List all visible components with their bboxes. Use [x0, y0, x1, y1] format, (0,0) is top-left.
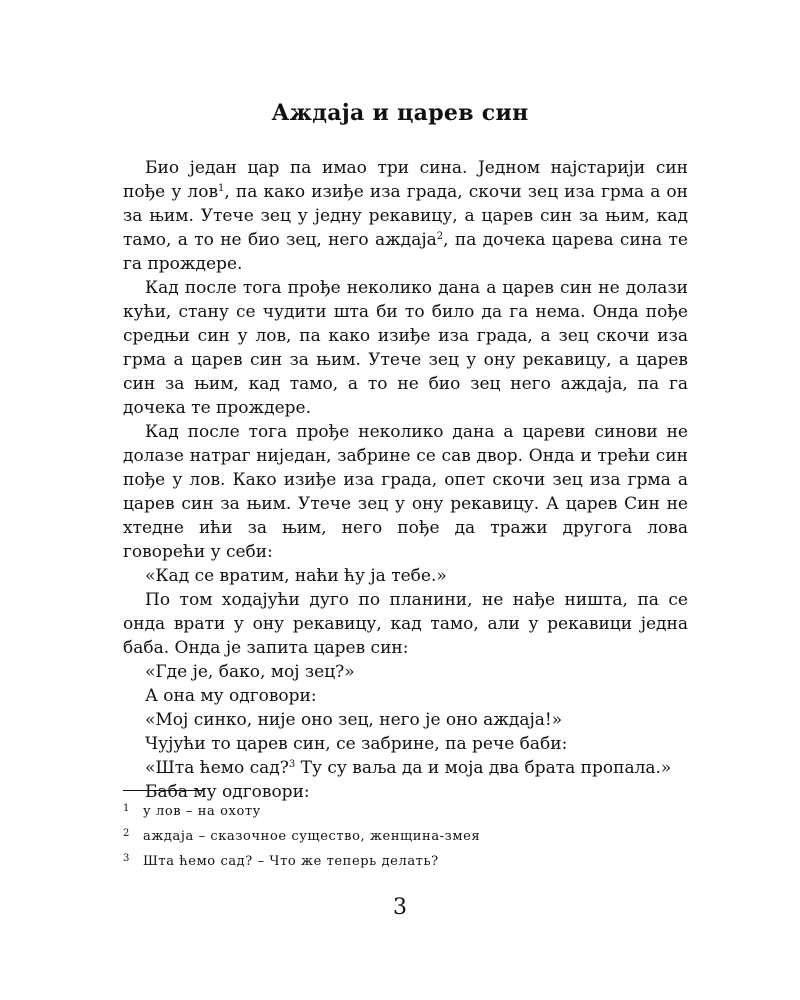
- footnote-divider: [123, 790, 203, 791]
- text-segment: Био један цар па имао три сина. Једном најстарији син пође у лов: [123, 158, 688, 202]
- text-segment: «Мој синко, није оно зец, него је оно аждаја!»: [145, 710, 563, 730]
- paragraph: [123, 420, 688, 564]
- text-segment: А она му одговори:: [145, 686, 317, 706]
- paragraph: [123, 156, 688, 276]
- paragraph: [123, 564, 688, 588]
- page-number: 3: [393, 895, 407, 920]
- page-title: Аждаја и царев син: [271, 100, 529, 126]
- footnote: [123, 848, 683, 873]
- text-segment: Кад после тога прође неколико дана а цареви синови не долазе натраг ниједан, забрине се сав двор. Онда и трећи син пође у лов. Како изиђе иза града, опет скочи зец иза грма а царев син за њим. Утече зец у ону рекавицу. А царев Син не хтедне ићи за њим, него пође да тражи другога лова говорећи у себи:: [123, 422, 688, 562]
- footnote-text: у лов – на охоту: [143, 804, 261, 819]
- text-segment: Кад после тога прође неколико дана а царев син не долази кући, стану се чудити шта би то било да га нема. Онда пође средњи син у лов, па како изиђе иза града, а зец скочи иза грма а царев син за њим. Утече зец у ону рекавицу, а царев син за њим, кад тамо, а то не био зец него аждаја, па га дочека те прождере.: [123, 278, 688, 418]
- footnote-text: аждаја – сказочное существо, женщина-змея: [143, 829, 481, 844]
- footnote-number: 2: [123, 828, 130, 839]
- paragraph: [123, 660, 688, 684]
- text-segment: , па како изиђе иза града, скочи зец иза грма а он за њим. Утече зец у једну рекавицу, а царев син за њим, кад тамо, а то не био зец, него аждаја: [123, 182, 688, 250]
- text-segment: , па дочека царева сина те га прождере.: [123, 230, 688, 274]
- paragraph: [123, 708, 688, 732]
- text-segment: «Кад се вратим, наћи ћу ја тебе.»: [145, 566, 447, 586]
- text-segment: По том ходајући дуго по планини, не нађе ништа, па се онда врати у ону рекавицу, кад тамо, али у рекавици једна баба. Онда је запита царев син:: [123, 590, 688, 658]
- footnote-marker: 3: [288, 759, 296, 770]
- text-segment: Ту су ваља да и моја два брата пропала.»: [295, 758, 672, 778]
- footnote-marker: 2: [436, 231, 444, 242]
- footnote: [123, 823, 683, 848]
- text-segment: «Шта ћемо сад?: [145, 758, 289, 778]
- paragraph: [123, 732, 688, 756]
- footnote: [123, 798, 683, 823]
- footnote-number: 1: [123, 803, 130, 814]
- story-text: [123, 156, 688, 804]
- text-segment: Баба му одговори:: [145, 782, 310, 802]
- text-segment: «Где је, бако, мој зец?»: [145, 662, 355, 682]
- footnote-marker: 1: [218, 183, 225, 194]
- paragraph: [123, 684, 688, 708]
- paragraph: [123, 588, 688, 660]
- footnote-number: 3: [123, 853, 130, 864]
- footnotes: [123, 798, 683, 873]
- footnote-text: Шта ћемо сад? – Что же теперь делать?: [143, 854, 439, 869]
- paragraph: [123, 756, 688, 780]
- text-segment: Чујући то царев син, се забрине, па рече баби:: [145, 734, 568, 754]
- paragraph: [123, 276, 688, 420]
